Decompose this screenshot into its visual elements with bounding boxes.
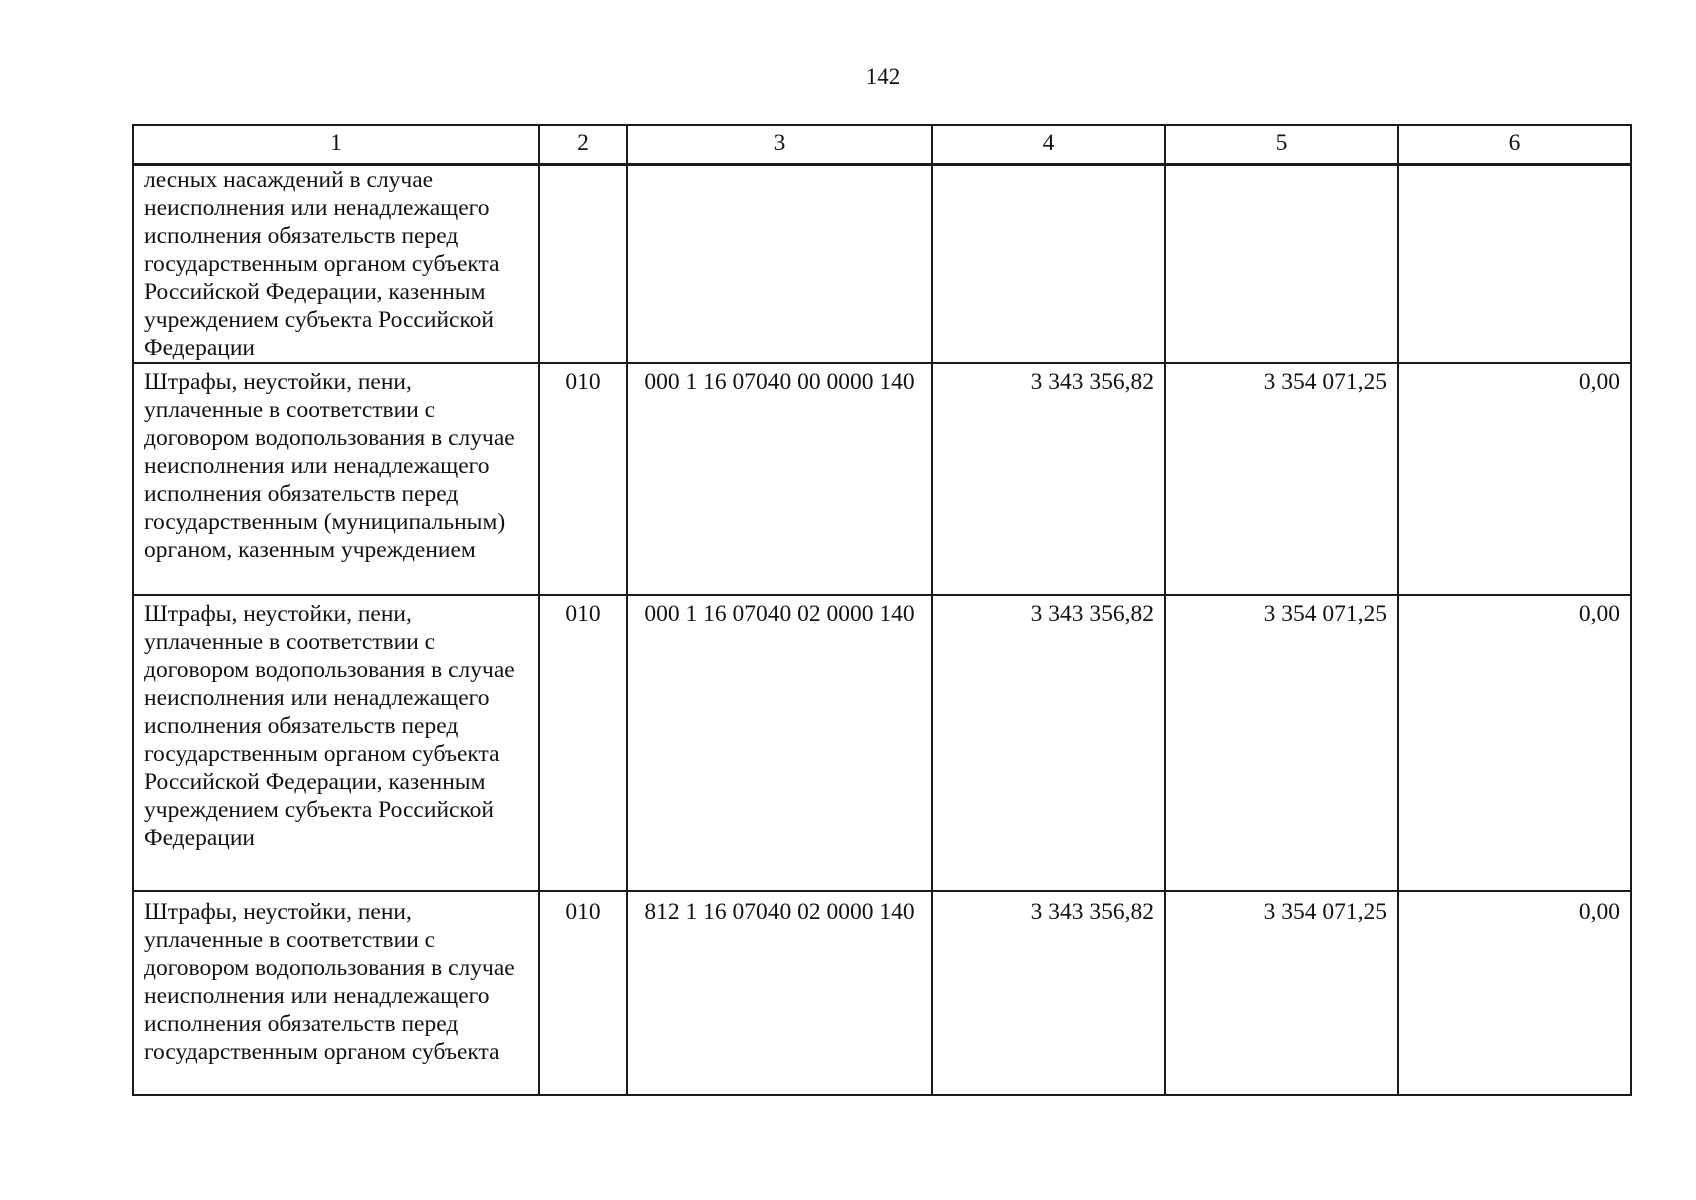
column-header-6: 6 (1398, 125, 1631, 165)
row-kbk-cell: 000 1 16 07040 02 0000 140 (627, 595, 932, 891)
row-kbk-cell: 000 1 16 07040 00 0000 140 (627, 363, 932, 595)
row-value-col6: 0,00 (1398, 595, 1631, 891)
table-header-row (133, 125, 1631, 165)
row-name-cell: Штрафы, неустойки, пени, уплаченные в соответствии с договором водопользования в случае неисполнения или ненадлежащего исполнения обязательств перед государственным органом субъекта (133, 891, 539, 1095)
row-value-col5: 3 354 071,25 (1165, 891, 1398, 1095)
revenue-table (132, 124, 1632, 1096)
row-value-col4: 3 343 356,82 (932, 891, 1165, 1095)
column-header-3: 3 (627, 125, 932, 165)
table-row (133, 595, 1631, 891)
column-header-2: 2 (539, 125, 627, 165)
row-value-col4 (932, 165, 1165, 364)
table-row (133, 363, 1631, 595)
row-value-col4: 3 343 356,82 (932, 363, 1165, 595)
row-kbk-cell (627, 165, 932, 364)
row-name-cell: Штрафы, неустойки, пени, уплаченные в соответствии с договором водопользования в случае неисполнения или ненадлежащего исполнения обязательств перед государственным (муниципальным) органом, казенным учреждением (133, 363, 539, 595)
column-header-5: 5 (1165, 125, 1398, 165)
row-kbk-cell: 812 1 16 07040 02 0000 140 (627, 891, 932, 1095)
column-header-1: 1 (133, 125, 539, 165)
row-code-cell: 010 (539, 891, 627, 1095)
row-value-col5 (1165, 165, 1398, 364)
column-header-4: 4 (932, 125, 1165, 165)
row-value-col6 (1398, 165, 1631, 364)
row-value-col6: 0,00 (1398, 891, 1631, 1095)
page-number: 142 (865, 64, 901, 89)
row-value-col5: 3 354 071,25 (1165, 595, 1398, 891)
row-name-cell: Штрафы, неустойки, пени, уплаченные в соответствии с договором водопользования в случае неисполнения или ненадлежащего исполнения обязательств перед государственным органом субъекта Российской Федерации, казенным учреждением субъекта Российской Федерации (133, 595, 539, 891)
row-value-col5: 3 354 071,25 (1165, 363, 1398, 595)
table-row (133, 165, 1631, 364)
row-code-cell: 010 (539, 595, 627, 891)
table-row (133, 891, 1631, 1095)
row-name-cell: лесных насаждений в случае неисполнения или ненадлежащего исполнения обязательств перед государственным органом субъекта Российской Федерации, казенным учреждением субъекта Российской Федерации (133, 165, 539, 364)
row-code-cell: 010 (539, 363, 627, 595)
row-value-col6: 0,00 (1398, 363, 1631, 595)
row-code-cell (539, 165, 627, 364)
row-value-col4: 3 343 356,82 (932, 595, 1165, 891)
